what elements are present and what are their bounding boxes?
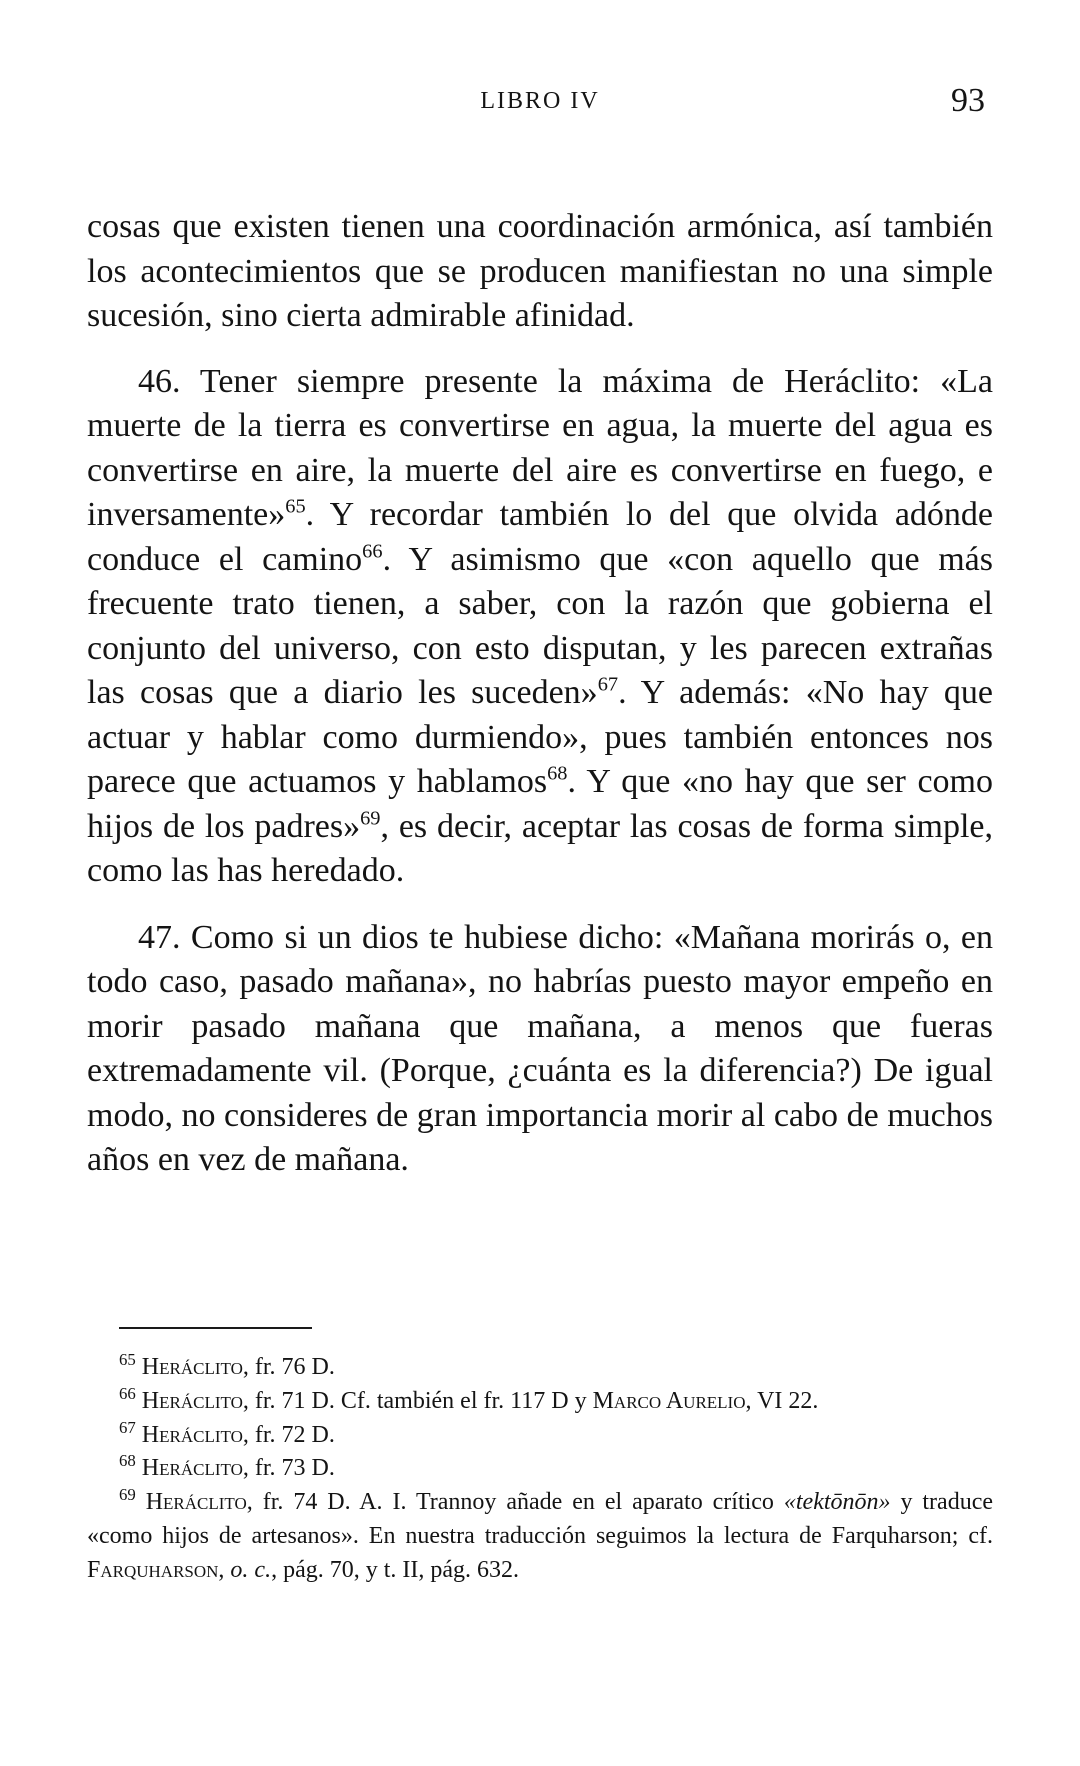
footnote-text: , pág. 70, y t. II, pág. 632. xyxy=(271,1556,520,1583)
paragraph-47: 47. Como si un dios te hubiese dicho: «Mañana morirás o, en todo caso, pasado mañana», no habrías puesto mayor empeño en morir pasado mañana que mañana, a menos que fueras extremadamente vil. (Porque, ¿cuánta es la diferencia?) De igual modo, no consideres de gran importancia morir al cabo de muchos años en vez de mañana. xyxy=(87,918,993,1178)
footnote-text: , xyxy=(218,1556,231,1583)
footnote-ref-68: 68 xyxy=(547,762,568,785)
paragraph-46 xyxy=(87,360,993,894)
footnote-author: Heráclito xyxy=(141,1421,243,1448)
footnote-text: , fr. 73 D. xyxy=(242,1455,335,1482)
footnote-ref-67: 67 xyxy=(597,673,619,696)
footnote-rule xyxy=(119,1327,312,1329)
footnote-number: 66 xyxy=(119,1383,136,1403)
paragraph-46-text: . Y además: «No hay que actuar y hablar como durmiendo», pues también entonces nos parece que actuamos y hablamos xyxy=(87,674,993,800)
footnote-ref-65: 65 xyxy=(285,495,306,518)
footnote-author: Farquharson xyxy=(87,1556,219,1583)
footnote-number: 67 xyxy=(119,1417,136,1437)
footnotes xyxy=(87,1351,993,1588)
paragraph-46-text: . Y recordar también lo del que olvida adónde conduce el camino xyxy=(87,496,993,578)
footnote-ref-66: 66 xyxy=(362,540,383,563)
paragraph-46-text: . Y asimismo que «con aquello que más frecuente trato tienen, a saber, con la razón que gobierna el conjunto del universo, con esto disputan, y les parecen extrañas las cosas que a diario les suceden» xyxy=(87,540,994,711)
footnote-text: y traduce «como hijos de artesanos». En nuestra traducción seguimos la lectura de Farquharson; cf. xyxy=(87,1489,993,1549)
footnote-text: , fr. 74 D. A. I. Trannoy añade en el aparato crítico xyxy=(246,1489,784,1516)
footnote-text: , fr. 71 D. Cf. también el fr. 117 D y xyxy=(242,1387,593,1414)
page-number: 93 xyxy=(951,82,985,119)
running-header xyxy=(87,82,993,122)
running-title: LIBRO IV xyxy=(480,88,600,114)
footnote-67 xyxy=(87,1419,993,1453)
body-text xyxy=(87,205,993,1183)
footnote-69 xyxy=(87,1486,993,1587)
footnote-65 xyxy=(87,1351,993,1385)
paragraph-continuation: cosas que existen tienen una coordinación armónica, así también los acontecimientos que se producen manifiestan no una simple sucesión, sino cierta admirable afinidad. xyxy=(87,208,993,334)
footnote-text: , fr. 72 D. xyxy=(242,1421,335,1448)
footnote-number: 68 xyxy=(119,1451,136,1471)
footnote-number: 69 xyxy=(119,1485,136,1505)
footnote-author: Heráclito xyxy=(141,1354,243,1380)
paragraph-46-text: , es decir, aceptar las cosas de forma simple, como las has heredado. xyxy=(87,807,993,889)
footnote-author: Heráclito xyxy=(141,1387,243,1414)
footnote-author: Heráclito xyxy=(141,1455,243,1482)
footnote-italic: «tektōnōn» xyxy=(783,1489,891,1516)
paragraph-46-text: 46. Tener siempre presente la máxima de Heráclito: «La muerte de la tierra es convertirse en agua, la muerte del agua es convertirse en aire, la muerte del aire es convertirse en fuego, e inversamente» xyxy=(87,362,993,533)
footnote-italic: o. c. xyxy=(230,1556,272,1583)
footnote-number: 65 xyxy=(119,1350,136,1369)
footnote-68 xyxy=(87,1452,993,1486)
footnote-66 xyxy=(87,1385,993,1419)
footnote-text: , fr. 76 D. xyxy=(242,1354,335,1380)
book-page xyxy=(87,0,993,1766)
footnote-author: Marco Aurelio xyxy=(592,1387,746,1414)
paragraph-46-text: . Y que «no hay que ser como hijos de los padres» xyxy=(87,763,993,845)
footnote-author: Heráclito xyxy=(145,1489,247,1516)
footnote-text: , VI 22. xyxy=(745,1387,819,1414)
footnote-ref-69: 69 xyxy=(360,807,381,830)
